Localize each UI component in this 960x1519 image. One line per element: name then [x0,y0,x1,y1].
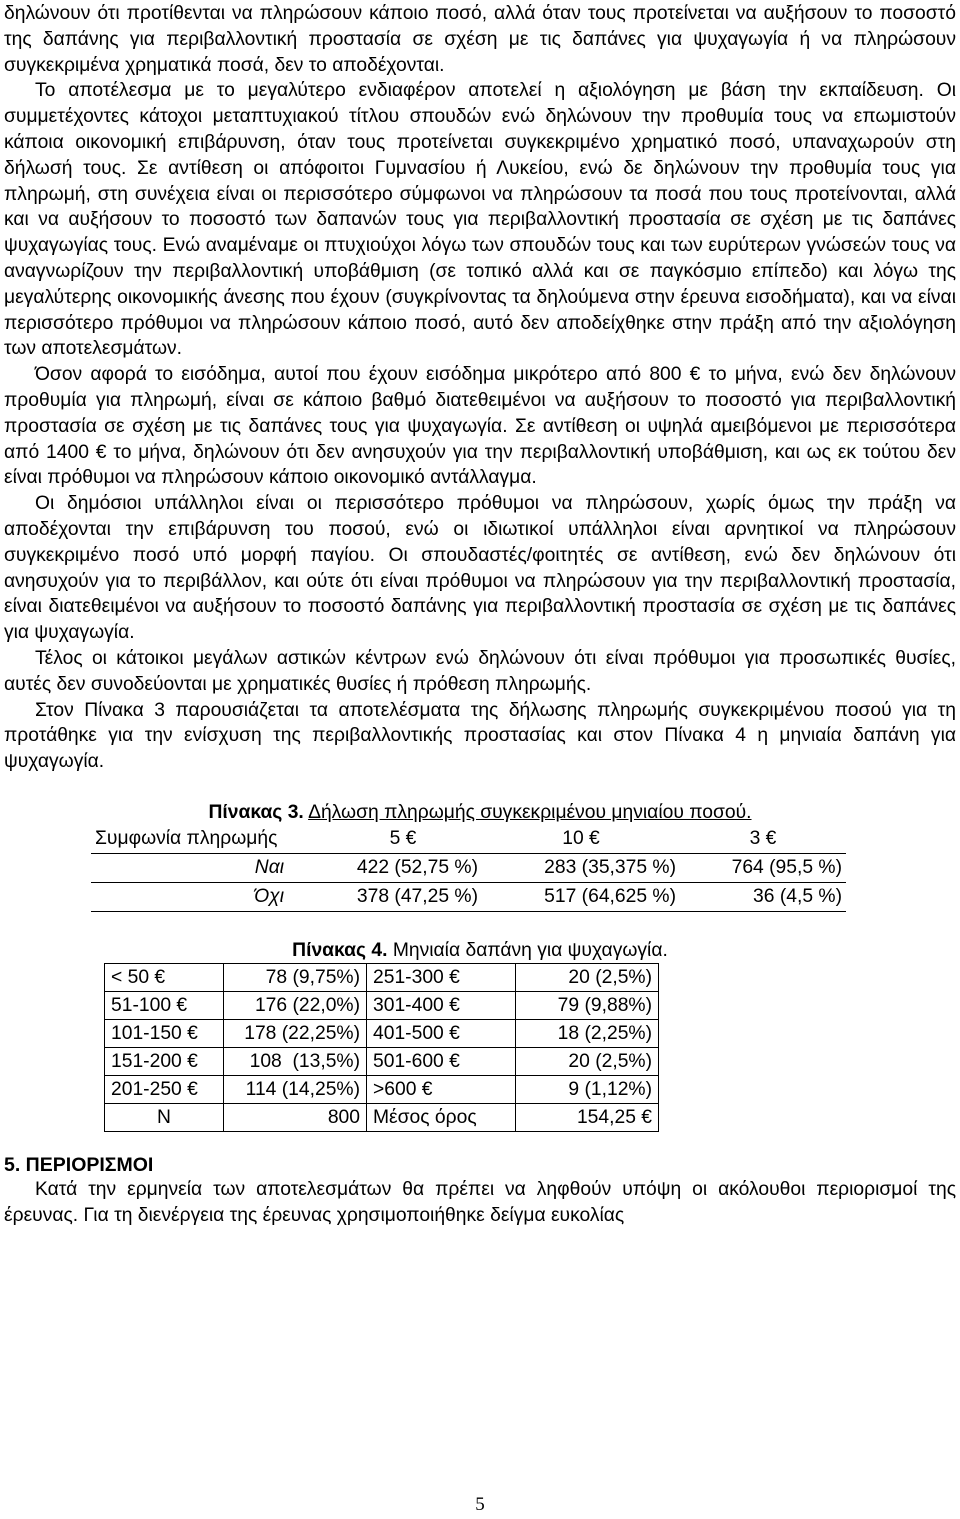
table4-cell: 178 (22,25%) [224,1019,367,1047]
table4-cell: 20 (2,5%) [516,1047,659,1075]
table3-cell: 378 (47,25 %) [324,882,482,911]
paragraph-education: Το αποτέλεσμα με το μεγαλύτερο ενδιαφέρον αποτελεί η αξιολόγηση με βάση την εκπαίδευση. Οι συμμετέχοντες κάτοχοι μεταπτυχιακού τίτλου σπουδών ενώ δηλώνουν την προθυμία τους να επωμιστούν κάποια οικονομική επιβάρυνση, όταν τους προτείνεται συγκεκριμένο χρηματικό ποσό, υπαναχωρούν στη δήλωσή τους. Σε αντίθεση οι απόφοιτοι Γυμνασίου ή Λυκείου, ενώ δε δηλώνουν την προθυμία τους για πληρωμή, στη συνέχεια είναι οι περισσότερο σύμφωνοι να πληρώσουν τα ποσά που τους προτείνονται, αλλά και να αυξήσουν το ποσοστό των δαπανών τους για περιβαλλοντική προστασία σε σχέση με τις δαπάνες ψυχαγωγίας τους. Ενώ αναμέναμε οι πτυχιούχοι λόγω των σπουδών τους και των ευρύτερων γνώσεών τους να αναγνωρίζουν την περιβαλλοντική υποβάθμιση (σε τοπικό αλλά και σε παγκόσμιο επίπεδο) και λόγω της μεγαλύτερης οικονομικής άνεσης που έχουν (συγκρίνοντας τα δηλούμενα στην έρευνα εισοδήματα), και να είναι περισσότερο πρόθυμοι να πληρώσουν κάποιο ποσό, αυτό δεν αποδείχθηκε στην πράξη από την αξιολόγηση των αποτελεσμάτων. [4,80,956,360]
table3-caption-title: Δήλωση πληρωμής συγκεκριμένου μηνιαίου ποσού. [308,801,752,823]
table4-cell: 101-150 € [105,1019,224,1047]
table3-row-label: Όχι [91,882,324,911]
table4-row [105,1019,659,1047]
table4-cell: Μέσος όρος [367,1103,516,1131]
table3 [91,825,846,912]
table3-cell: 283 (35,375 %) [482,853,680,882]
table4-cell: 108 (13,5%) [224,1047,367,1075]
table4-row [105,1047,659,1075]
table4-cell: 79 (9,88%) [516,991,659,1019]
table4-cell: 18 (2,25%) [516,1019,659,1047]
table4-cell: 201-250 € [105,1075,224,1103]
table3-row-label: Ναι [91,853,324,882]
table3-cell: 422 (52,75 %) [324,853,482,882]
table3-header-cell: Συμφωνία πληρωμής [91,825,324,854]
table4-cell: 251-300 € [367,963,516,991]
table4-cell: 51-100 € [105,991,224,1019]
table4-cell: 20 (2,5%) [516,963,659,991]
table4-cell: 151-200 € [105,1047,224,1075]
paragraph-urban: Τέλος οι κάτοικοι μεγάλων αστικών κέντρων ενώ δηλώνουν ότι είναι πρόθυμοι για προσωπικές θυσίες, αυτές δεν συνοδεύονται με χρηματικές θυσίες ή πρόθεση πληρωμής. [4,647,956,695]
table4-cell: < 50 € [105,963,224,991]
table3-caption [4,800,956,825]
table3-cell: 517 (64,625 %) [482,882,680,911]
table3-row [91,882,846,911]
table3-header-cell: 5 € [324,825,482,854]
table4-cell: 501-600 € [367,1047,516,1075]
table4-cell: >600 € [367,1075,516,1103]
table3-header-cell: 3 € [680,825,846,854]
table4-cell: 154,25 € [516,1103,659,1131]
paragraph-income: Όσον αφορά το εισόδημα, αυτοί που έχουν εισόδημα μικρότερο από 800 € το μήνα, ενώ δεν δηλώνουν προθυμία για πληρωμή, είναι σε κάποιο βαθμό διατεθειμένοι να αυξήσουν το ποσοστό για περιβαλλοντική προστασία σε σχέση με τις δαπάνες τους για ψυχαγωγία. Σε αντίθεση οι υψηλά αμειβόμενοι με περισσότερα από 1400 € το μήνα, δηλώνουν ότι δεν ανησυχούν για την περιβαλλοντική υποβάθμιση, και ως εκ τούτου δεν είναι πρόθυμοι να πληρώσουν κάποιο οικονομικό αντάλλαγμα. [4,364,956,489]
table3-row [91,853,846,882]
table4-row [105,991,659,1019]
table4-caption-title: Μηνιαία δαπάνη για ψυχαγωγία. [392,939,668,961]
table4-cell: 114 (14,25%) [224,1075,367,1103]
section-heading: 5. ΠΕΡΙΟΡΙΣΜΟΙ [4,1153,154,1176]
table4-cell: 78 (9,75%) [224,963,367,991]
table4-caption [4,938,956,963]
paragraph-employment: Οι δημόσιοι υπάλληλοι είναι οι περισσότερο πρόθυμοι να πληρώσουν, χωρίς όμως την πράξη να αποδέχονται την επιβάρυνση του ποσού, ενώ οι ιδιωτικοί υπάλληλοι είναι αρνητικοί να πληρώσουν συγκεκριμένο ποσό υπό μορφή παγίου. Οι σπουδαστές/φοιτητές σε αντίθεση, ενώ δεν δηλώνουν ότι ανησυχούν για το περιβάλλον, και ούτε ότι είναι πρόθυμοι να πληρώσουν για την περιβαλλοντική προστασία, είναι διατεθειμένοι να αυξήσουν το ποσοστό δαπάνης για περιβαλλοντική προστασία σε σχέση με τις δαπάνες για ψυχαγωγία. [4,493,956,644]
paragraph-continuation: δηλώνουν ότι προτίθενται να πληρώσουν κάποιο ποσό, αλλά όταν τους προτείνεται να αυξήσουν το ποσοστό της δαπάνης για περιβαλλοντική προστασία σε σχέση με τις δαπάνες για ψυχαγωγία ή να πληρώσουν συγκεκριμένα χρηματικά ποσά, δεν το αποδέχονται. [4,3,956,76]
table4-cell: 401-500 € [367,1019,516,1047]
paragraph-tables-intro: Στον Πίνακα 3 παρουσιάζεται τα αποτελέσματα της δήλωσης πληρωμής συγκεκριμένου ποσού για τη προτάθηκε για την ενίσχυση της περιβαλλοντικής προστασίας και στον Πίνακα 4 η μηνιαία δαπάνη για ψυχαγωγία. [4,699,956,773]
table3-cell: 764 (95,5 %) [680,853,846,882]
table4-caption-label: Πίνακας 4. [292,939,388,961]
table4-cell: N [105,1103,224,1131]
table3-caption-label: Πίνακας 3. [208,801,304,823]
table4-cell: 9 (1,12%) [516,1075,659,1103]
table4-row [105,1075,659,1103]
paragraph-limitations: Κατά την ερμηνεία των αποτελεσμάτων θα πρέπει να ληφθούν υπόψη οι ακόλουθοι περιορισμοί της έρευνας. Για τη διενέργεια της έρευνας χρησιμοποιήθηκε δείγμα ευκολίας [4,1178,956,1226]
table4-cell: 800 [224,1103,367,1131]
table4 [104,963,659,1132]
table4-cell: 176 (22,0%) [224,991,367,1019]
table4-cell: 301-400 € [367,991,516,1019]
table3-header-row [91,825,846,854]
document-page [4,0,956,1229]
table4-row [105,1103,659,1131]
page-number: 5 [475,1494,485,1515]
table3-header-cell: 10 € [482,825,680,854]
table3-cell: 36 (4,5 %) [680,882,846,911]
table4-row [105,963,659,991]
